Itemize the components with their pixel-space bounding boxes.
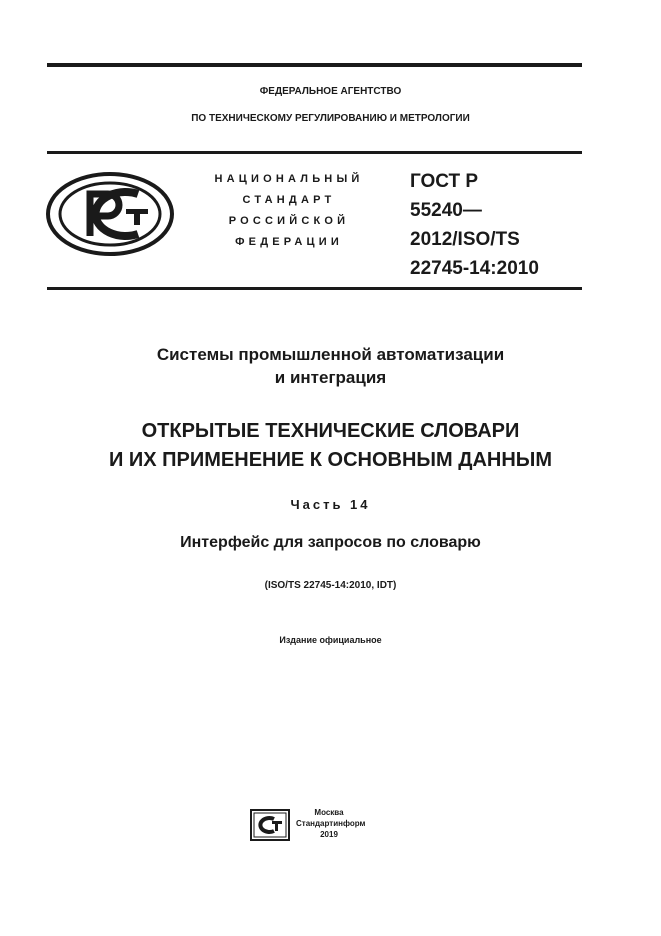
standartinform-logo-icon	[250, 809, 290, 841]
designation-rule	[47, 287, 582, 290]
designation-line-4: 22745-14:2010	[410, 258, 539, 279]
part-title: Интерфейс для запросов по словарю	[180, 534, 481, 551]
agency-line-2: ПО ТЕХНИЧЕСКОМУ РЕГУЛИРОВАНИЮ И МЕТРОЛОГИИ	[191, 113, 470, 124]
agency-line-1: ФЕДЕРАЛЬНОЕ АГЕНТСТВО	[259, 86, 402, 97]
national-standard-line-4: ФЕДЕРАЦИИ	[235, 236, 343, 248]
edition-note: Издание официальное	[279, 635, 382, 645]
subtitle-line-1: Системы промышленной автоматизации	[156, 345, 505, 364]
standard-designation	[410, 167, 539, 283]
publisher-name: Стандартинформ	[296, 819, 366, 828]
document-title	[0, 417, 661, 475]
header-rule	[47, 151, 582, 154]
publisher-city: Москва	[314, 808, 344, 817]
national-standard-line-1: НАЦИОНАЛЬНЫЙ	[214, 173, 364, 185]
iso-reference: (ISO/TS 22745-14:2010, IDT)	[264, 580, 397, 591]
subtitle-line-2: и интеграция	[274, 368, 387, 387]
title-line-2: И ИХ ПРИМЕНЕНИЕ К ОСНОВНЫМ ДАННЫМ	[108, 449, 553, 471]
designation-line-2: 55240—	[410, 200, 482, 221]
gost-r-logo	[46, 172, 174, 256]
subtitle	[0, 343, 661, 389]
publisher-year: 2019	[320, 830, 338, 839]
part-label: Часть 14	[290, 497, 371, 512]
standartinform-logo	[250, 809, 290, 841]
top-rule	[47, 63, 582, 67]
designation-line-3: 2012/ISO/TS	[410, 229, 520, 250]
title-line-1: ОТКРЫТЫЕ ТЕХНИЧЕСКИЕ СЛОВАРИ	[141, 420, 520, 442]
publisher-info	[296, 807, 366, 840]
gost-r-logo-icon	[46, 172, 174, 256]
national-standard-line-3: РОССИЙСКОЙ	[228, 215, 350, 227]
national-standard-line-2: СТАНДАРТ	[242, 194, 336, 206]
designation-line-1: ГОСТ Р	[410, 171, 479, 192]
national-standard-block	[196, 169, 382, 253]
